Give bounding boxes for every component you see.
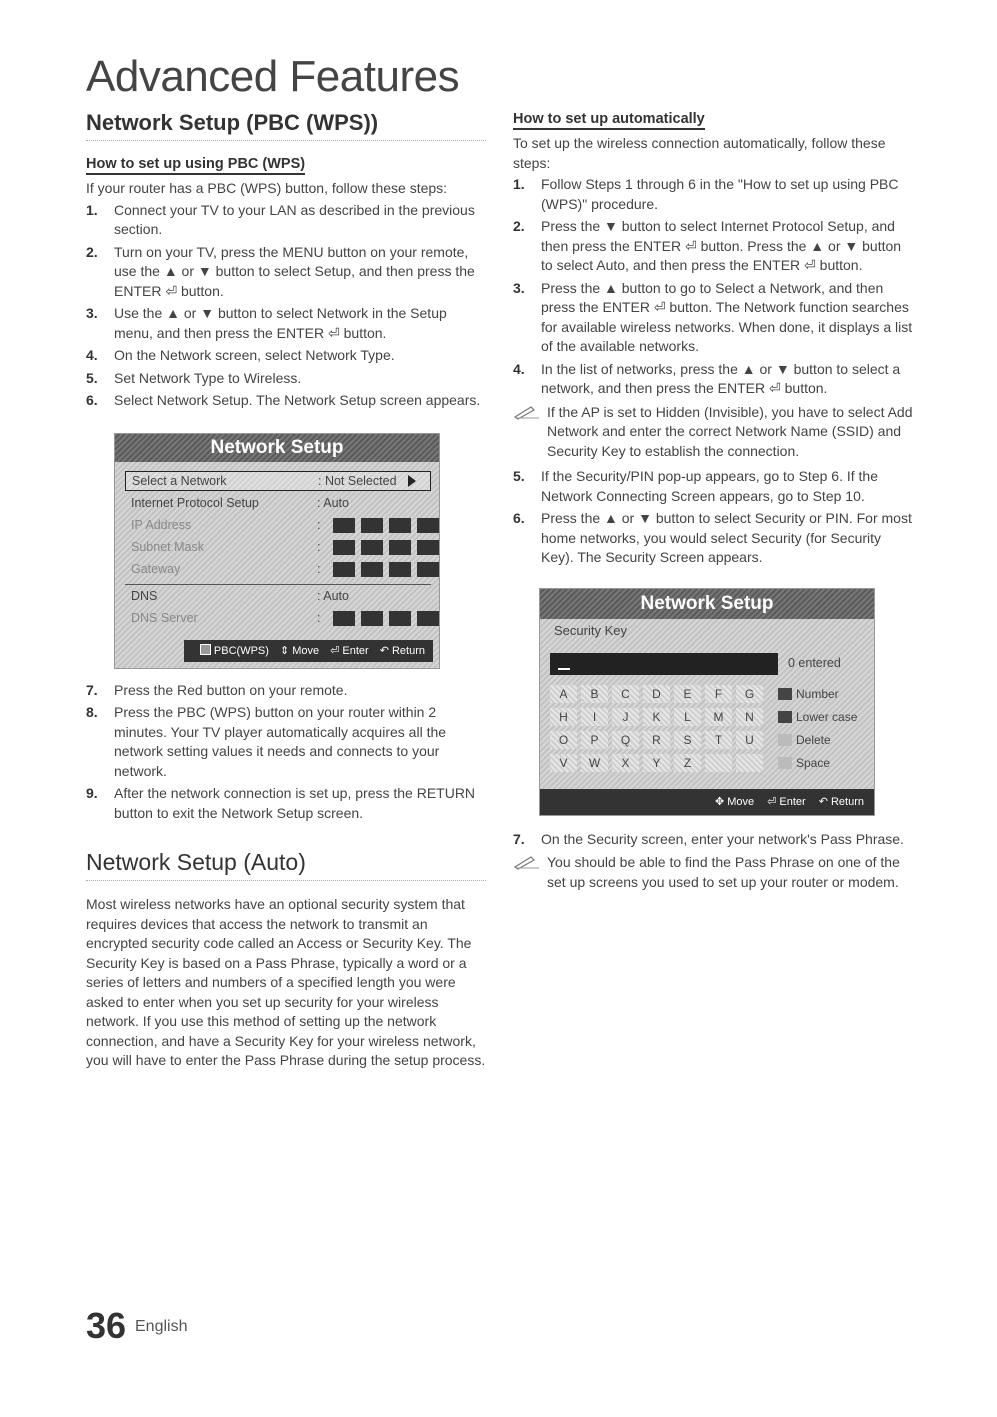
step-text: On the Security screen, enter your network's Pass Phrase. bbox=[541, 830, 904, 847]
step-item bbox=[86, 243, 486, 302]
step-number: 2. bbox=[513, 218, 525, 234]
step-item bbox=[513, 360, 913, 399]
step-number: 1. bbox=[86, 201, 98, 218]
keyboard-key[interactable]: G bbox=[736, 685, 763, 703]
step-text: Connect your TV to your LAN as described in the previous section. bbox=[114, 201, 475, 237]
step-text: Press the PBC (WPS) button on your router within 2 minutes. Your TV player automatically acquires all the network setting values it needs and connects to your network. bbox=[114, 704, 447, 779]
return-icon: ↶ bbox=[379, 644, 389, 657]
option-space[interactable]: Space bbox=[778, 756, 830, 770]
keyboard-key[interactable]: B bbox=[581, 685, 608, 703]
pbc-steps-after-list bbox=[86, 681, 486, 824]
move-icon: ⇕ bbox=[279, 644, 290, 657]
auto-section-body: Most wireless networks have an optional security system that requires devices that access the network to transmit an encrypted security code called an Access or Security Key. The Security Key is based on a Pass Phrase, typically a word or a series of letters and numbers of a specified length you were asked to enter when you set up security for your wireless network. If you use this method of setting up the network connection, and have a Security Key for your wireless network, you will have to enter the Pass Phrase during the setup process. bbox=[86, 896, 486, 1068]
move-icon: ✥ bbox=[714, 795, 725, 808]
screen1-footer: PBC(WPS) ⇕ Move ⏎ Enter ↶ Return bbox=[184, 640, 433, 662]
note-hidden-ap: If the AP is set to Hidden (Invisible), you have to select Add Network and enter the correct Network Name (SSID) and Security Key to establish the connection. bbox=[513, 403, 913, 462]
pbc-subtitle: How to set up using PBC (WPS) bbox=[86, 156, 305, 175]
keyboard-key[interactable]: V bbox=[550, 754, 577, 772]
step-number: 3. bbox=[86, 305, 98, 321]
screen1-row-select-network[interactable]: Select a Network : Not Selected bbox=[125, 471, 431, 491]
keyboard-key[interactable]: K bbox=[643, 708, 670, 726]
keyboard-key[interactable]: U bbox=[736, 731, 763, 749]
step-number: 5. bbox=[513, 468, 525, 484]
network-setup-screen-pbc bbox=[114, 433, 440, 669]
lowercase-key-icon bbox=[778, 711, 792, 723]
step-item bbox=[513, 217, 913, 276]
pbc-intro: If your router has a PBC (WPS) button, follow these steps: bbox=[86, 180, 448, 196]
page-language: English bbox=[135, 1318, 188, 1335]
auto-steps-b-list bbox=[513, 467, 913, 568]
note-pass-phrase: You should be able to find the Pass Phrase on one of the set up screens you used to set up your router or modem. bbox=[513, 853, 913, 892]
step-number: 9. bbox=[86, 785, 98, 801]
step-text: Press the ▲ or ▼ button to select Security or PIN. For most home networks, you would select Security (for Security Key). The Security Screen appears. bbox=[541, 510, 912, 565]
step-item bbox=[86, 391, 486, 411]
step-number: 6. bbox=[513, 510, 525, 526]
keyboard-key[interactable]: L bbox=[674, 708, 701, 726]
keyboard-row-3 bbox=[550, 731, 763, 749]
keyboard-key[interactable]: X bbox=[612, 754, 639, 772]
step-text: Set Network Type to Wireless. bbox=[114, 369, 302, 386]
keyboard-key[interactable]: C bbox=[612, 685, 639, 703]
step-text: Use the ▲ or ▼ button to select Network in the Setup menu, and then press the ENTER ⏎ button. bbox=[114, 305, 447, 341]
keyboard-key[interactable]: D bbox=[643, 685, 670, 703]
pbc-section-title: Network Setup (PBC (WPS)) bbox=[86, 110, 486, 141]
keyboard-key[interactable]: Z bbox=[674, 754, 701, 772]
number-key-icon bbox=[778, 688, 792, 700]
step-number: 7. bbox=[513, 830, 525, 847]
keyboard-key[interactable]: W bbox=[581, 754, 608, 772]
note-pencil-icon bbox=[513, 854, 541, 870]
option-delete[interactable]: Delete bbox=[778, 733, 831, 747]
keyboard-key[interactable]: M bbox=[705, 708, 732, 726]
keyboard-row-4 bbox=[550, 754, 763, 772]
step-number: 4. bbox=[513, 360, 525, 377]
keyboard-key[interactable] bbox=[736, 754, 763, 772]
delete-key-icon bbox=[778, 734, 792, 746]
arrow-right-icon bbox=[408, 475, 416, 487]
entered-count: 0 entered bbox=[788, 655, 841, 670]
keyboard-key[interactable]: N bbox=[736, 708, 763, 726]
return-icon: ↶ bbox=[818, 795, 828, 808]
keyboard-key[interactable]: S bbox=[674, 731, 701, 749]
security-key-label: Security Key bbox=[554, 622, 627, 638]
screen1-row-subnet-mask: Subnet Mask : bbox=[125, 538, 431, 558]
step-number: 7. bbox=[86, 681, 98, 698]
enter-icon: ⏎ bbox=[330, 644, 340, 657]
step-number: 5. bbox=[86, 369, 98, 386]
auto-steps-c-list bbox=[513, 830, 913, 850]
screen1-row-dns-server: DNS Server : bbox=[125, 609, 431, 629]
keyboard-key[interactable]: F bbox=[705, 685, 732, 703]
ip-address-blocks bbox=[333, 518, 439, 533]
step-number: 8. bbox=[86, 704, 98, 720]
step-text: Select Network Setup. The Network Setup screen appears. bbox=[114, 392, 481, 408]
step-item bbox=[513, 279, 913, 357]
note-pencil-icon bbox=[513, 404, 541, 420]
page-number: 36 bbox=[86, 1305, 127, 1346]
left-column bbox=[86, 110, 486, 1071]
step-number: 4. bbox=[86, 347, 98, 363]
step-text: On the Network screen, select Network Type. bbox=[114, 347, 395, 363]
keyboard-key[interactable]: Y bbox=[643, 754, 670, 772]
dns-server-blocks bbox=[333, 611, 439, 626]
screen1-row-ip-address: IP Address : bbox=[125, 516, 431, 536]
keyboard-key[interactable]: H bbox=[550, 708, 577, 726]
step-number: 6. bbox=[86, 392, 98, 408]
step-item bbox=[86, 369, 486, 389]
space-key-icon bbox=[778, 757, 792, 769]
screen2-title: Network Setup bbox=[540, 589, 874, 619]
step-number: 3. bbox=[513, 279, 525, 296]
screen1-title: Network Setup bbox=[115, 434, 439, 462]
step-text: If the Security/PIN pop-up appears, go to Step 6. If the Network Connecting Screen appears, go to Step 10. bbox=[541, 468, 878, 504]
keyboard-key[interactable]: E bbox=[674, 685, 701, 703]
step-item bbox=[86, 304, 486, 343]
auto-steps-list bbox=[513, 175, 913, 399]
screen1-row-gateway: Gateway : bbox=[125, 560, 431, 580]
enter-icon: ⏎ bbox=[767, 795, 777, 808]
step-item bbox=[513, 467, 913, 506]
step-text: Press the ▲ button to go to Select a Network, and then press the ENTER ⏎ button. The Network function searches for available wireless networks. When done, it displays a list of the available networks. bbox=[541, 279, 913, 354]
gateway-blocks bbox=[333, 562, 439, 577]
auto-section-title: Network Setup (Auto) bbox=[86, 849, 486, 881]
auto-intro: To set up the wireless connection automatically, follow these steps: bbox=[513, 135, 886, 171]
step-item bbox=[86, 201, 486, 240]
option-lower-case[interactable]: Lower case bbox=[778, 710, 857, 724]
step-text: Press the ▼ button to select Internet Protocol Setup, and then press the ENTER ⏎ button. Press the ▲ or ▼ button to select Auto, and then press the ENTER ⏎ button. bbox=[541, 218, 902, 273]
step-text: Press the Red button on your remote. bbox=[114, 681, 348, 698]
keyboard-key[interactable]: A bbox=[550, 685, 577, 703]
keyboard-key[interactable]: J bbox=[612, 708, 639, 726]
step-item bbox=[86, 784, 486, 823]
step-item bbox=[86, 703, 486, 781]
step-item bbox=[86, 346, 486, 366]
security-key-screen bbox=[539, 588, 875, 816]
keyboard-key[interactable]: T bbox=[705, 731, 732, 749]
step-item bbox=[86, 681, 486, 701]
step-text: Follow Steps 1 through 6 in the "How to set up using PBC (WPS)" procedure. bbox=[541, 176, 899, 212]
step-item bbox=[513, 509, 913, 568]
red-button-icon bbox=[200, 644, 211, 655]
keyboard-key[interactable] bbox=[705, 754, 732, 772]
subnet-mask-blocks bbox=[333, 540, 439, 555]
screen1-row-dns[interactable]: DNS : Auto bbox=[131, 588, 349, 603]
right-column bbox=[513, 110, 913, 898]
step-text: Turn on your TV, press the MENU button on your remote, use the ▲ or ▼ button to select Setup, and then press the ENTER ⏎ button. bbox=[114, 243, 475, 299]
auto-subtitle: How to set up automatically bbox=[513, 111, 705, 130]
step-item bbox=[513, 175, 913, 214]
step-number: 2. bbox=[86, 243, 98, 260]
step-number: 1. bbox=[513, 176, 525, 192]
keyboard-row-1 bbox=[550, 685, 763, 703]
keyboard-key[interactable]: O bbox=[550, 731, 577, 749]
page-title: Advanced Features bbox=[86, 52, 460, 101]
pbc-steps-list bbox=[86, 201, 486, 411]
screen2-footer: ✥ Move ⏎ Enter ↶ Return bbox=[540, 789, 874, 815]
step-text: After the network connection is set up, press the RETURN button to exit the Network Setup screen. bbox=[114, 785, 476, 821]
step-item bbox=[513, 830, 913, 850]
step-text: In the list of networks, press the ▲ or ▼ button to select a network, and then press the ENTER ⏎ button. bbox=[541, 360, 901, 396]
keyboard-row-2 bbox=[550, 708, 763, 726]
keyboard-key[interactable]: P bbox=[581, 731, 608, 749]
option-number[interactable]: Number bbox=[778, 687, 839, 701]
screen1-divider bbox=[125, 584, 431, 585]
keyboard-key[interactable]: R bbox=[643, 731, 670, 749]
security-key-input[interactable] bbox=[550, 653, 778, 675]
screen1-row-ip-setup[interactable]: Internet Protocol Setup : Auto bbox=[131, 495, 349, 510]
keyboard-key[interactable]: I bbox=[581, 708, 608, 726]
keyboard-key[interactable]: Q bbox=[612, 731, 639, 749]
